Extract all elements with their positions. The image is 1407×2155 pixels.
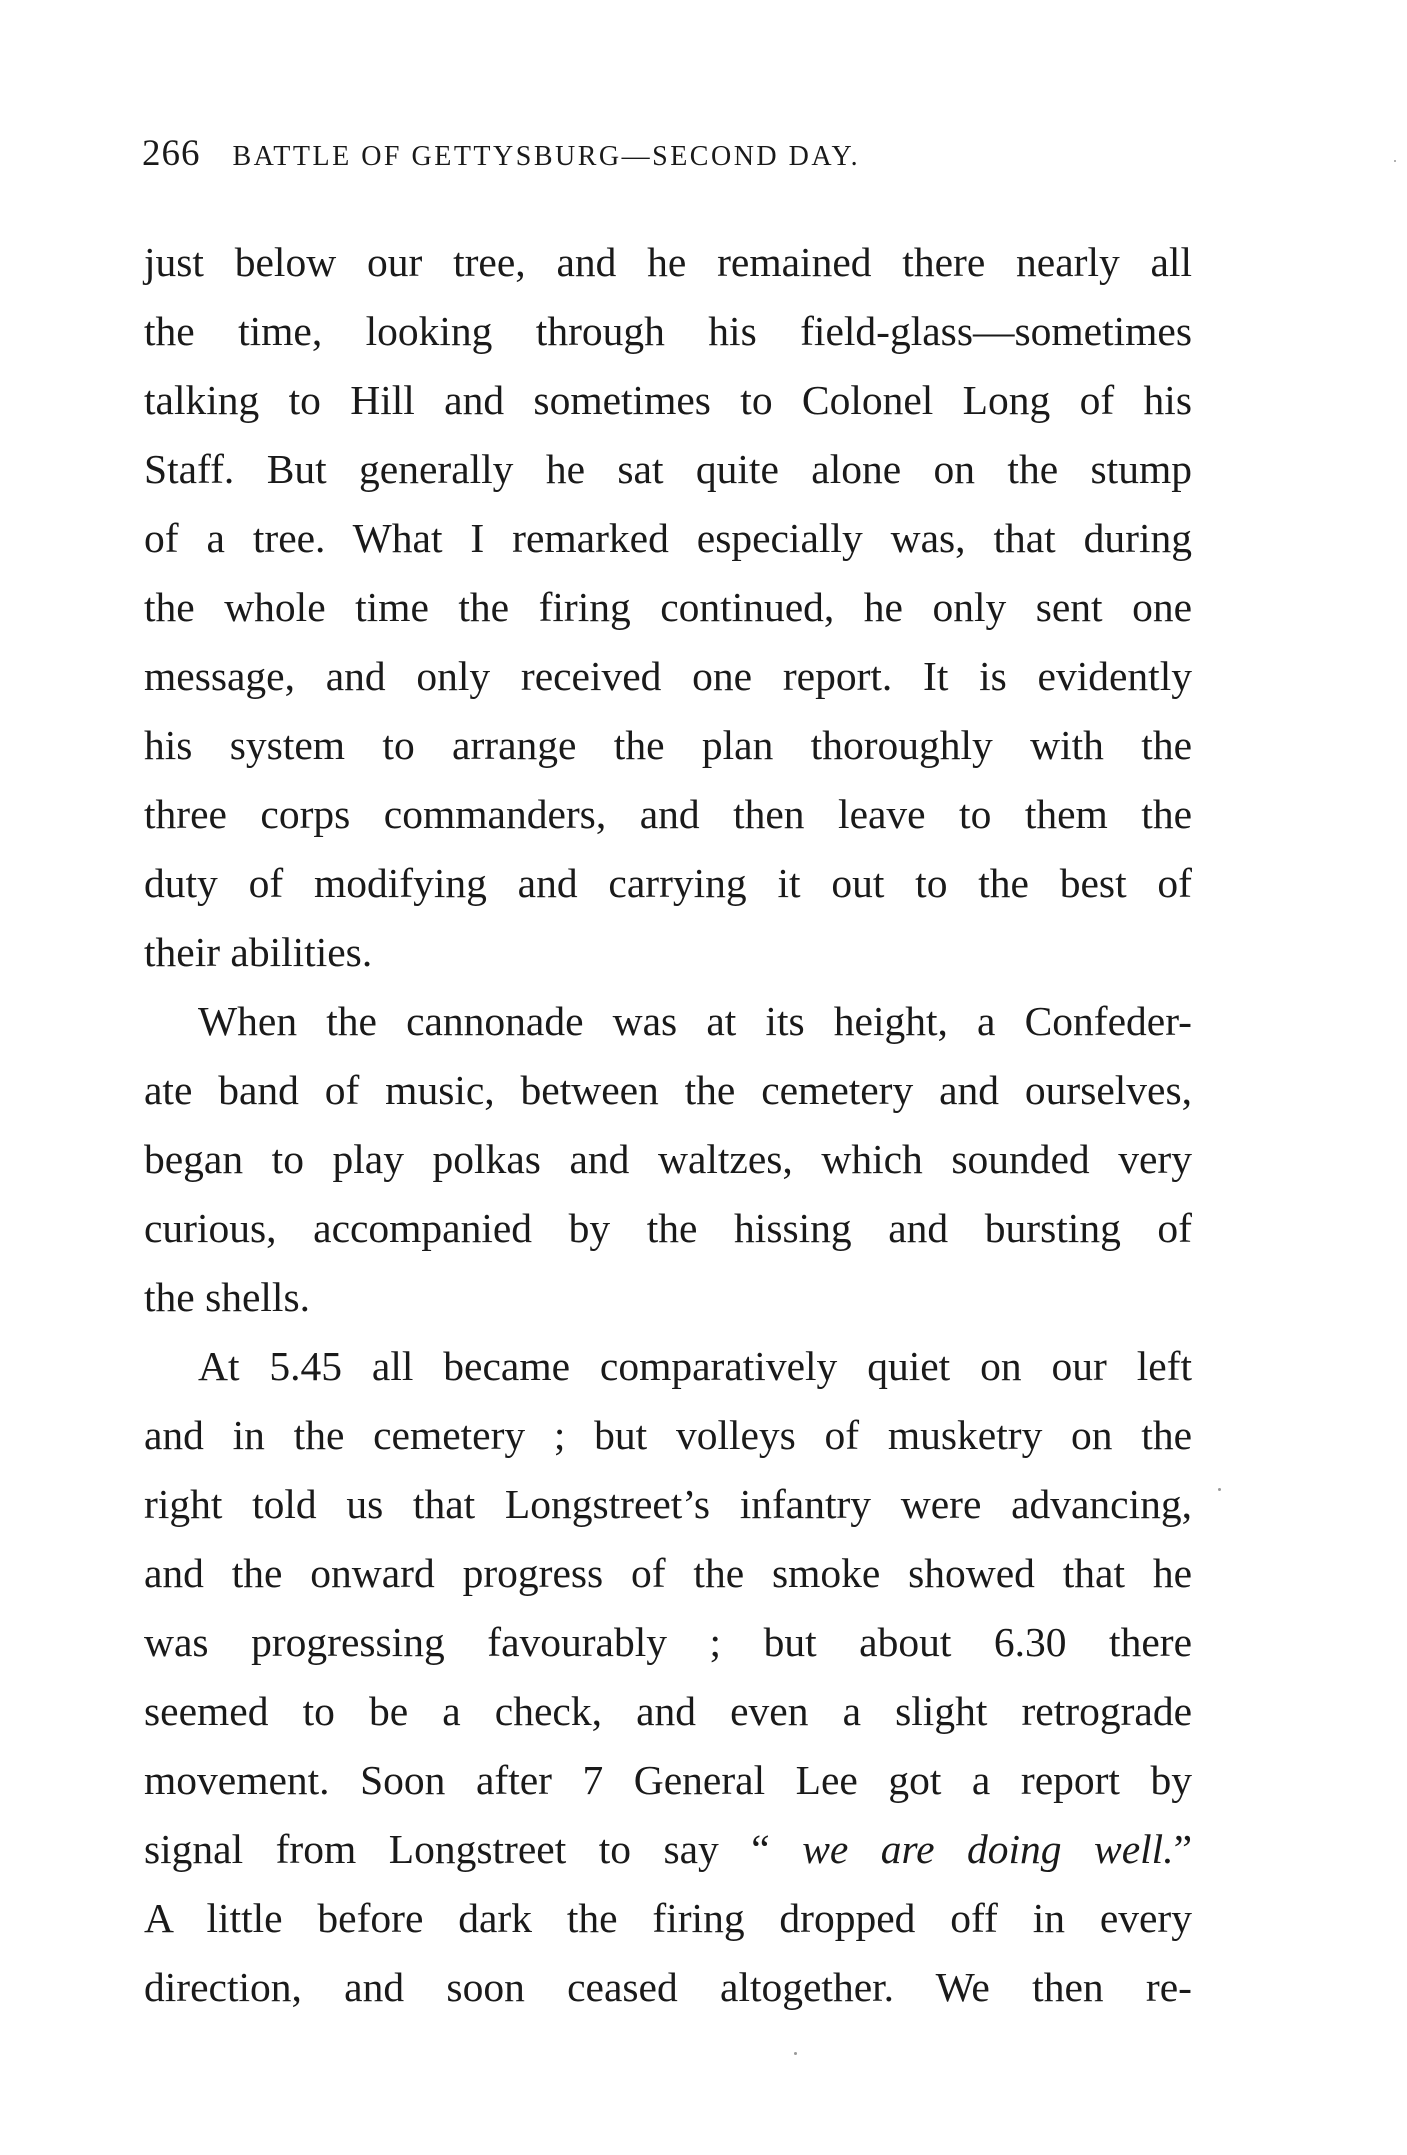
- paragraph-3: [144, 1332, 1192, 2022]
- text-line: their abilities.: [144, 929, 373, 975]
- scan-speck: [1218, 1488, 1221, 1491]
- text-line: right told us that Longstreet’s infantry were advancing,: [144, 1481, 1192, 1527]
- text-line: A little before dark the firing dropped off in every: [144, 1895, 1192, 1941]
- text-line: duty of modifying and carrying it out to the best of: [144, 860, 1192, 906]
- body-text: [144, 228, 1192, 2022]
- text-line: of a tree. What I remarked especially was, that during: [144, 515, 1192, 561]
- text-line: the whole time the firing continued, he only sent one: [144, 584, 1192, 630]
- text-line: just below our tree, and he remained there nearly all: [144, 239, 1192, 285]
- running-title: BATTLE OF GETTYSBURG—SECOND DAY.: [232, 141, 861, 172]
- text-line: began to play polkas and waltzes, which sounded very: [144, 1136, 1192, 1182]
- running-head: [142, 132, 1202, 182]
- paragraph-1: [144, 228, 1192, 987]
- text-line: and in the cemetery ; but volleys of musketry on the: [144, 1412, 1192, 1458]
- text-line-with-quote: [144, 1815, 1192, 1884]
- scan-speck: [1394, 160, 1396, 162]
- text-line: and the onward progress of the smoke showed that he: [144, 1550, 1192, 1596]
- text-line: the time, looking through his field-glass—sometimes: [144, 308, 1192, 354]
- text-line: his system to arrange the plan thoroughly with the: [144, 722, 1192, 768]
- page-number: 266: [142, 133, 201, 174]
- text-line: movement. Soon after 7 General Lee got a report by: [144, 1757, 1192, 1803]
- text-line: three corps commanders, and then leave to them the: [144, 791, 1192, 837]
- text-line: Staff. But generally he sat quite alone on the stump: [144, 446, 1192, 492]
- text-line: curious, accompanied by the hissing and bursting of: [144, 1205, 1192, 1251]
- quote-lead-text: signal from Longstreet to say: [144, 1826, 752, 1872]
- text-line: seemed to be a check, and even a slight retrograde: [144, 1688, 1192, 1734]
- text-line: message, and only received one report. It is evidently: [144, 653, 1192, 699]
- quoted-italic-text: we are doing well.: [802, 1826, 1174, 1872]
- text-line: the shells.: [144, 1274, 310, 1320]
- scan-speck: [794, 2052, 797, 2055]
- text-line: At 5.45 all became comparatively quiet on our left: [198, 1343, 1192, 1389]
- quote-close: ”: [1173, 1826, 1192, 1872]
- text-line: was progressing favourably ; but about 6.30 there: [144, 1619, 1192, 1665]
- quote-open: “: [751, 1826, 803, 1872]
- text-line: When the cannonade was at its height, a Confeder-: [198, 998, 1192, 1044]
- text-line: direction, and soon ceased altogether. We then re-: [144, 1964, 1192, 2010]
- text-line: talking to Hill and sometimes to Colonel Long of his: [144, 377, 1192, 423]
- paragraph-2: [144, 987, 1192, 1332]
- text-line: ate band of music, between the cemetery and ourselves,: [144, 1067, 1192, 1113]
